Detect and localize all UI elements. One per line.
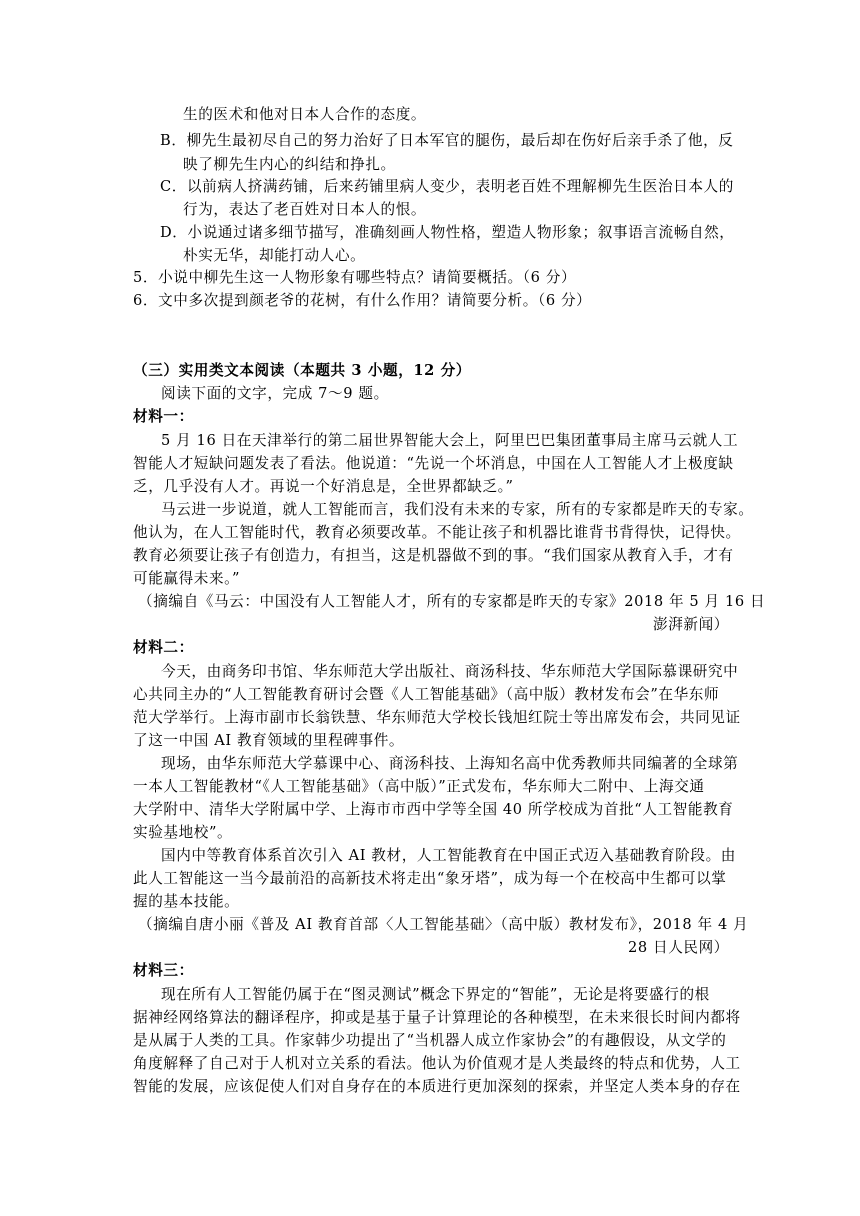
material-3-line: 现在所有人工智能仍属于在“图灵测试”概念下界定的“智能”，无论是将要盛行的根 [161, 986, 710, 1003]
material-2-line: 范大学举行。上海市副市长翁铁慧、华东师范大学校长钱旭红院士等出席发布会，共同见证 [133, 709, 741, 726]
material-1-line: 教育必须要让孩子有创造力，有担当，这是机器做不到的事。“我们国家从教育入手，才有 [133, 547, 734, 564]
material-2-line: 国内中等教育体系首次引入 AI 教材，人工智能教育在中国正式迈入基础教育阶段。由 [161, 847, 736, 864]
material-1-line: 智能人才短缺问题发表了看法。他说道：“先说一个坏消息，中国在人工智能人才上极度缺 [133, 455, 734, 472]
material-1-line: 马云进一步说道，就人工智能而言，我们没有未来的专家，所有的专家都是昨天的专家。 [161, 501, 754, 518]
material-2-line: 了这一中国 AI 教育领域的里程碑事件。 [133, 732, 405, 749]
option-a-continuation: 生的医术和他对日本人合作的态度。 [183, 106, 427, 123]
material-2-line: 实验基地校”。 [133, 824, 233, 841]
material-1-line: 乏，几乎没有人才。再说一个好消息是，全世界都缺乏。” [133, 478, 514, 495]
material-3-line: 角度解释了自己对于人机对立关系的看法。他认为价值观才是人类最终的特点和优势，人工 [133, 1055, 741, 1072]
option-d-line-1: D．小说通过诸多细节描写，准确刻画人物性格，塑造人物形象；叙事语言流畅自然， [160, 224, 735, 241]
material-3-line: 智能的发展，应该促使人们对自身存在的本质进行更加深刻的探索，并坚定人类本身的存在 [133, 1078, 741, 1095]
material-1-source-end: 澎湃新闻） [653, 616, 729, 633]
material-2-line: 大学附中、清华大学附属中学、上海市市西中学等全国 40 所学校成为首批“人工智能教育 [133, 801, 734, 818]
material-1-line: 可能赢得未来。” [133, 570, 241, 587]
material-3-label: 材料三： [133, 962, 194, 979]
material-2-line: 一本人工智能教材“《人工智能基础》（高中版）”正式发布，华东师大二附中、上海交通 [133, 778, 705, 795]
material-1-source: （摘编自《马云：中国没有人工智能人才，所有的专家都是昨天的专家》2018 年 5 月 16 日 [138, 593, 766, 610]
option-d-line-2: 朴实无华，却能打动人心。 [183, 247, 366, 264]
section-instruction: 阅读下面的文字，完成 7～9 题。 [161, 385, 389, 402]
option-b-line-2: 映了柳先生内心的纠结和挣扎。 [183, 156, 396, 173]
material-2-line: 现场，由华东师范大学慕课中心、商汤科技、上海知名高中优秀教师共同编著的全球第 [161, 755, 739, 772]
material-2-line: 此人工智能这一当今最前沿的高新技术将走出“象牙塔”，成为每一个在校高中生都可以掌 [133, 870, 727, 887]
material-2-line: 心共同主办的“人工智能教育研讨会暨《人工智能基础》（高中版）教材发布会”在华东师 [133, 686, 720, 703]
material-1-label: 材料一： [133, 408, 194, 425]
option-c-line-1: C．以前病人挤满药铺，后来药铺里病人变少，表明老百姓不理解柳先生医治日本人的 [160, 178, 734, 195]
option-b-line-1: B．柳先生最初尽自己的努力治好了日本军官的腿伤，最后却在伤好后亲手杀了他，反 [160, 132, 734, 149]
question-5: 5．小说中柳先生这一人物形象有哪些特点？请简要概括。（6 分） [133, 269, 577, 286]
material-2-label: 材料二： [133, 639, 194, 656]
material-3-line: 据神经网络算法的翻译程序，抑或是基于量子计算理论的各种模型，在未来很长时间内都将 [133, 1009, 741, 1026]
material-1-line: 他认为，在人工智能时代，教育必须要改革。不能让孩子和机器比谁背书背得快，记得快。 [133, 524, 741, 541]
material-1-line: 5 月 16 日在天津举行的第二届世界智能大会上，阿里巴巴集团董事局主席马云就人工 [161, 432, 739, 449]
material-2-line: 今天，由商务印书馆、华东师范大学出版社、商汤科技、华东师范大学国际慕课研究中 [161, 663, 739, 680]
question-6: 6．文中多次提到颜老爷的花树，有什么作用？请简要分析。（6 分） [133, 292, 592, 309]
material-2-source: （摘编自唐小丽《普及 AI 教育首部〈人工智能基础〉（高中版）教材发布》，2018 年 4 月 [138, 916, 749, 933]
material-3-line: 是从属于人类的工具。作家韩少功提出了“当机器人成立作家协会”的有趣假设，从文学的 [133, 1032, 727, 1049]
section-heading: （三）实用类文本阅读（本题共 3 小题，12 分） [133, 362, 471, 379]
material-2-source-end: 28 日人民网） [628, 939, 729, 956]
material-2-line: 握的基本技能。 [133, 893, 240, 910]
option-c-line-2: 行为，表达了老百姓对日本人的恨。 [183, 201, 427, 218]
